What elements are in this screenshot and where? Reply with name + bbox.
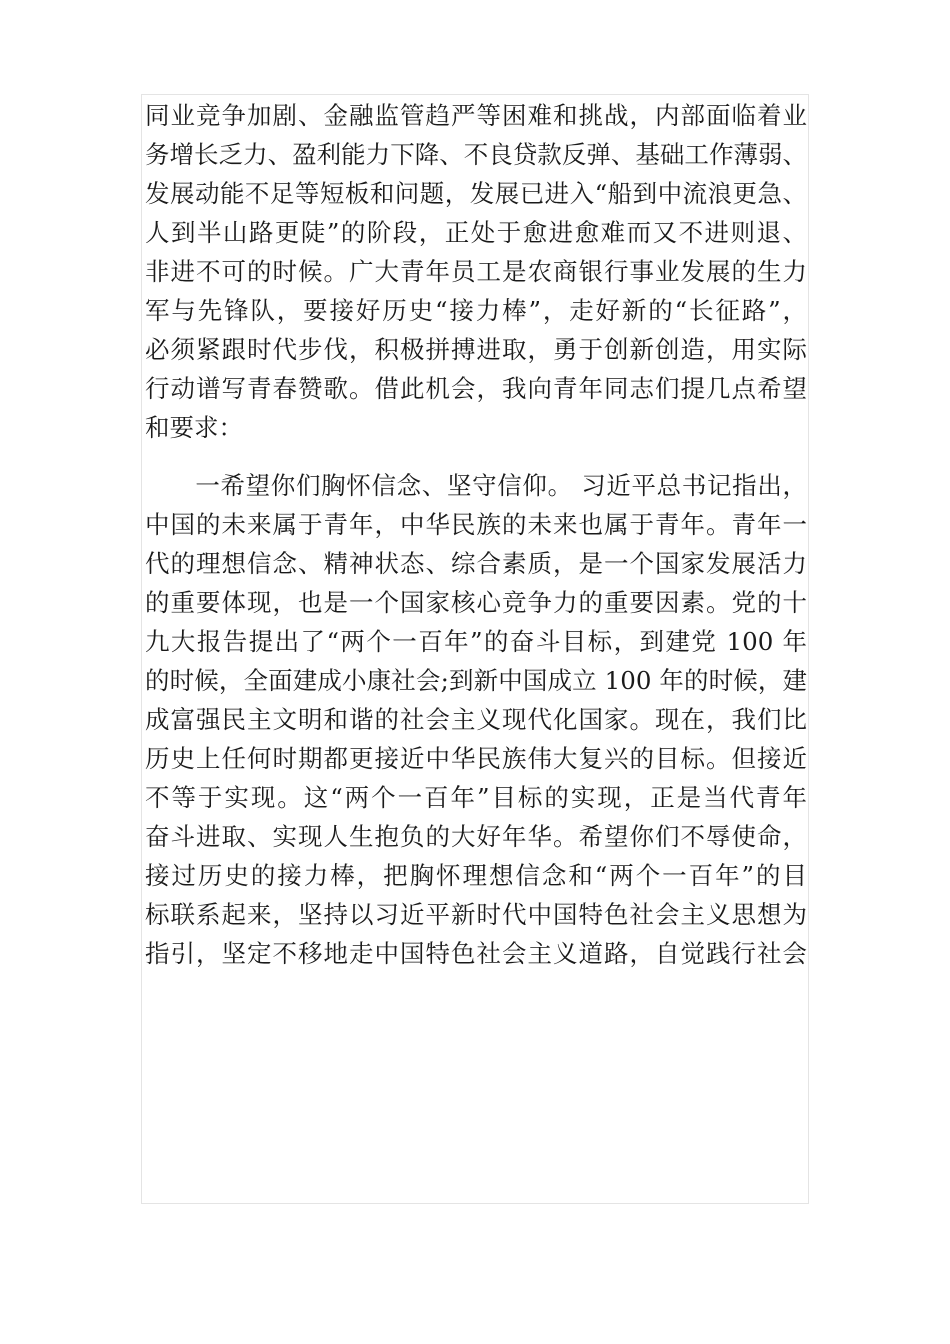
text-line: 非进不可的时候。广大青年员工是农商银行事业发展的生力 (145, 257, 807, 286)
text-line: 的重要体现，也是一个国家核心竞争力的重要因素。党的十 (145, 588, 807, 617)
text-line: 历史上任何时期都更接近中华民族伟大复兴的目标。但接近 (145, 744, 807, 773)
paragraph (145, 466, 807, 973)
text-line: 务增长乏力、盈利能力下降、不良贷款反弹、基础工作薄弱、 (145, 140, 807, 169)
text-line: 不等于实现。这“两个一百年”目标的实现，正是当代青年 (145, 783, 807, 812)
text-line: 代的理想信念、精神状态、综合素质，是一个国家发展活力 (145, 549, 807, 578)
text-line: 的时候，全面建成小康社会;到新中国成立 100 年的时候，建 (145, 666, 807, 695)
text-line: 军与先锋队，要接好历史“接力棒”，走好新的“长征路”， (145, 296, 807, 325)
text-line: 奋斗进取、实现人生抱负的大好年华。希望你们不辱使命， (145, 822, 807, 851)
text-line: 成富强民主文明和谐的社会主义现代化国家。现在，我们比 (145, 705, 807, 734)
document-body (145, 96, 807, 973)
text-line: 人到半山路更陡”的阶段，正处于愈进愈难而又不进则退、 (145, 218, 807, 247)
text-line: 同业竞争加剧、金融监管趋严等困难和挑战，内部面临着业 (145, 101, 807, 130)
text-line: 一希望你们胸怀信念、坚守信仰。 习近平总书记指出， (145, 471, 807, 500)
text-line: 中国的未来属于青年，中华民族的未来也属于青年。青年一 (145, 510, 807, 539)
text-line: 指引，坚定不移地走中国特色社会主义道路，自觉践行社会 (145, 939, 807, 968)
text-line: 标联系起来，坚持以习近平新时代中国特色社会主义思想为 (145, 900, 807, 929)
text-line: 行动谱写青春赞歌。借此机会，我向青年同志们提几点希望 (145, 374, 807, 403)
text-line: 和要求： (145, 413, 243, 442)
text-line: 接过历史的接力棒，把胸怀理想信念和“两个一百年”的目 (145, 861, 807, 890)
text-line: 发展动能不足等短板和问题，发展已进入“船到中流浪更急、 (145, 179, 807, 208)
text-line: 必须紧跟时代步伐，积极拼搏进取，勇于创新创造，用实际 (145, 335, 807, 364)
paragraph (145, 96, 807, 447)
text-line: 九大报告提出了“两个一百年”的奋斗目标，到建党 100 年 (145, 627, 807, 656)
paragraph-spacer (145, 447, 807, 466)
